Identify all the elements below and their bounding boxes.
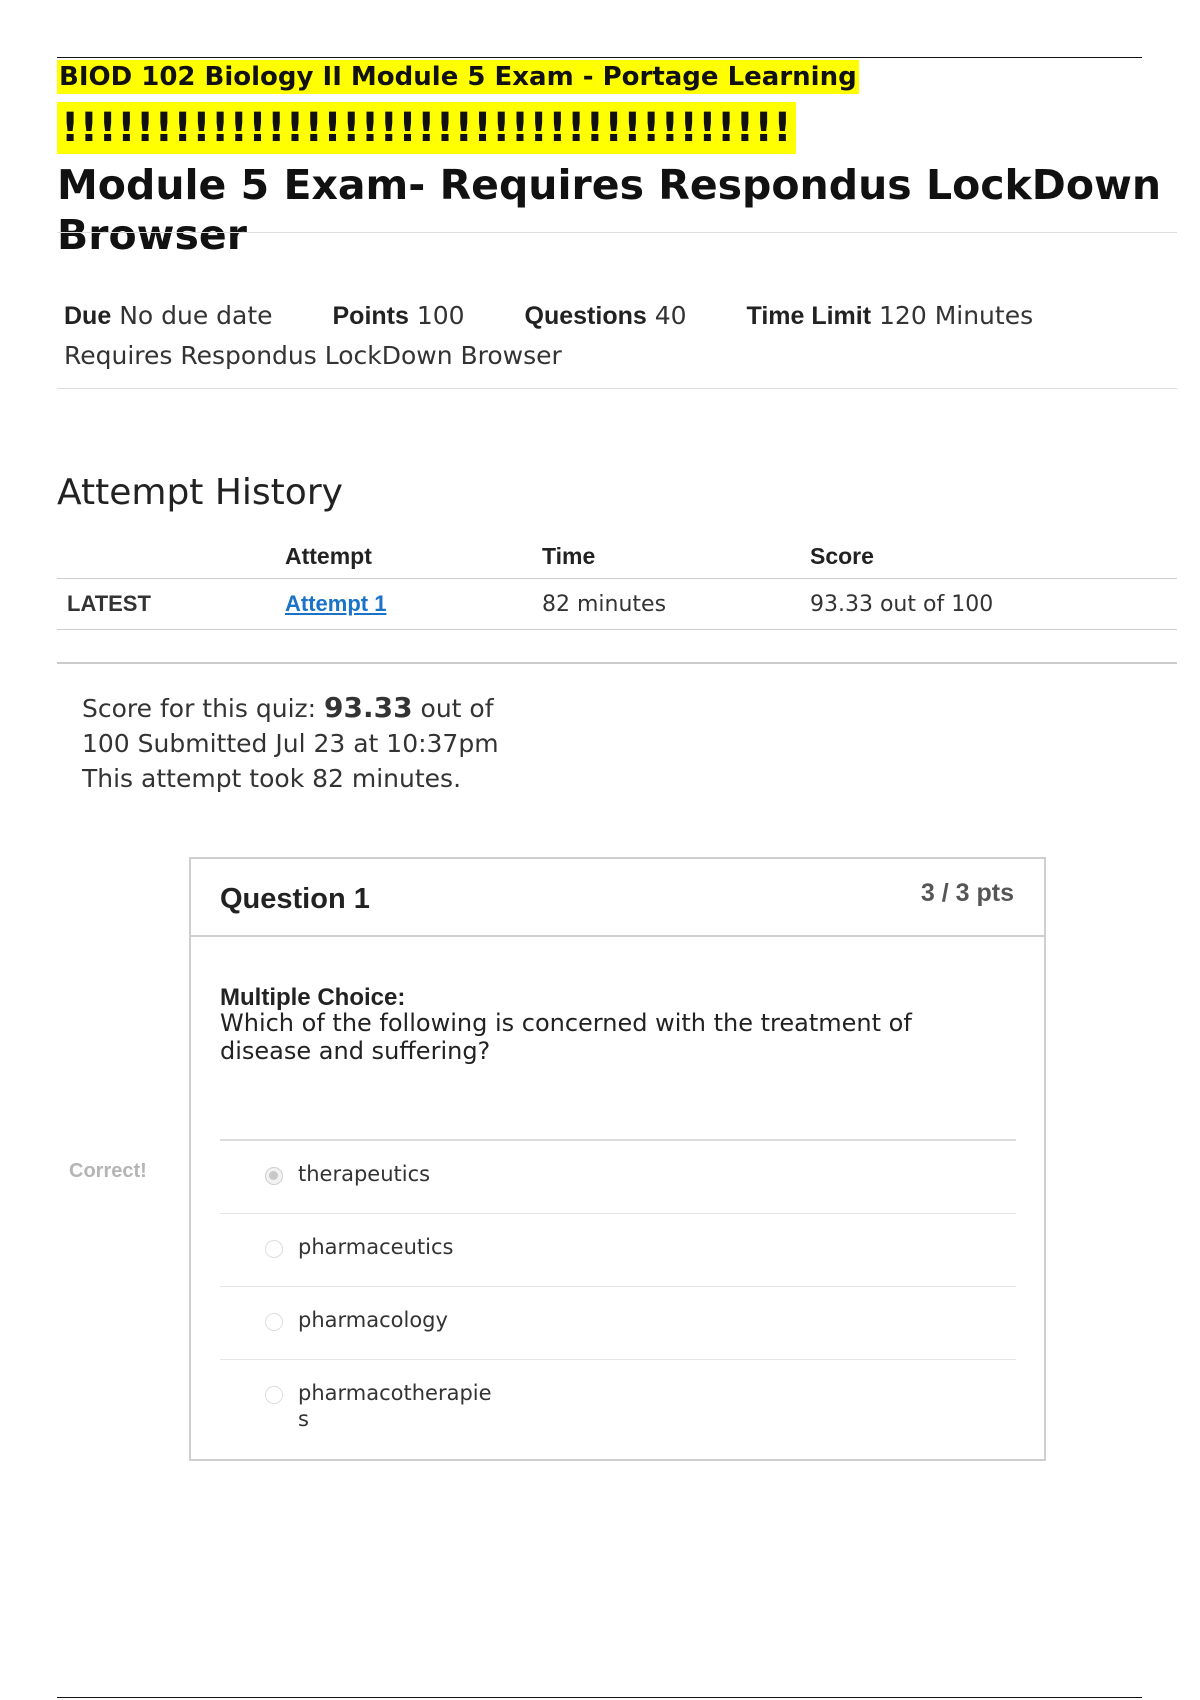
question-card — [189, 857, 1046, 1461]
radio-icon[interactable] — [265, 1313, 283, 1331]
column-header — [57, 535, 275, 579]
course-title: BIOD 102 Biology II Module 5 Exam - Portage Learning — [59, 62, 857, 92]
score-suffix: out of 100 Submitted Jul 23 at 10:37pm — [82, 694, 499, 758]
table-row — [57, 579, 1177, 630]
questions-label: Questions — [524, 302, 647, 330]
column-header-time: Time — [532, 535, 800, 579]
score-prefix: Score for this quiz: — [82, 694, 325, 723]
meta-divider — [57, 388, 1177, 389]
question-type: Multiple Choice: — [220, 984, 406, 1011]
bottom-rule — [57, 1697, 1142, 1698]
answer-option[interactable] — [220, 1359, 1016, 1432]
points-value: 100 — [416, 301, 465, 330]
radio-selected-icon[interactable] — [265, 1167, 283, 1185]
attempt-duration: This attempt took 82 minutes. — [82, 764, 462, 793]
answer-label: pharmacology — [298, 1308, 448, 1332]
time-cell: 82 minutes — [532, 579, 800, 630]
answer-option[interactable] — [220, 1213, 1016, 1286]
points-label: Points — [332, 302, 409, 330]
answer-list — [220, 1139, 1016, 1432]
answer-label: pharmaceutics — [298, 1235, 454, 1259]
time-limit-label: Time Limit — [746, 302, 872, 330]
correct-flag: Correct! — [69, 1160, 147, 1182]
due-label: Due — [64, 302, 112, 330]
answer-option[interactable] — [220, 1139, 1016, 1213]
column-header-score: Score — [800, 535, 1177, 579]
column-header-attempt: Attempt — [275, 535, 532, 579]
table-header-row — [57, 535, 1177, 579]
top-rule — [57, 57, 1142, 58]
score-summary — [82, 690, 502, 796]
exclamation-line: !!!!!!!!!!!!!!!!!!!!!!!!!!!!!!!!!!!!!!! — [57, 102, 796, 154]
attempt-history-table — [57, 535, 1177, 630]
attempt-1-link[interactable]: Attempt 1 — [285, 591, 387, 616]
question-header — [191, 859, 1044, 937]
history-divider — [57, 662, 1177, 664]
due-value: No due date — [119, 301, 273, 330]
answer-option[interactable] — [220, 1286, 1016, 1359]
question-text: Which of the following is concerned with the treatment of disease and suffering? — [220, 1009, 912, 1065]
attempt-cell — [275, 579, 532, 630]
meta-trailing-text: Minutes Requires Respondus LockDown Browser — [64, 301, 1034, 370]
time-limit-value: 120 — [879, 301, 927, 330]
title-divider — [57, 232, 1177, 233]
radio-icon[interactable] — [265, 1386, 283, 1404]
score-value: 93.33 — [324, 691, 413, 724]
quiz-meta — [64, 296, 1064, 376]
answer-label: pharmacotherapies — [298, 1381, 492, 1431]
score-cell: 93.33 out of 100 — [800, 579, 1177, 630]
question-points: 3 / 3 pts — [920, 879, 1014, 907]
radio-icon[interactable] — [265, 1240, 283, 1258]
question-name: Question 1 — [220, 883, 370, 915]
questions-value: 40 — [654, 301, 687, 330]
answer-label: therapeutics — [298, 1162, 431, 1186]
page-title: Module 5 Exam- Requires Respondus LockDown Browser — [57, 161, 1162, 259]
latest-tag: LATEST — [57, 579, 275, 630]
attempt-history-heading: Attempt History — [57, 472, 343, 513]
